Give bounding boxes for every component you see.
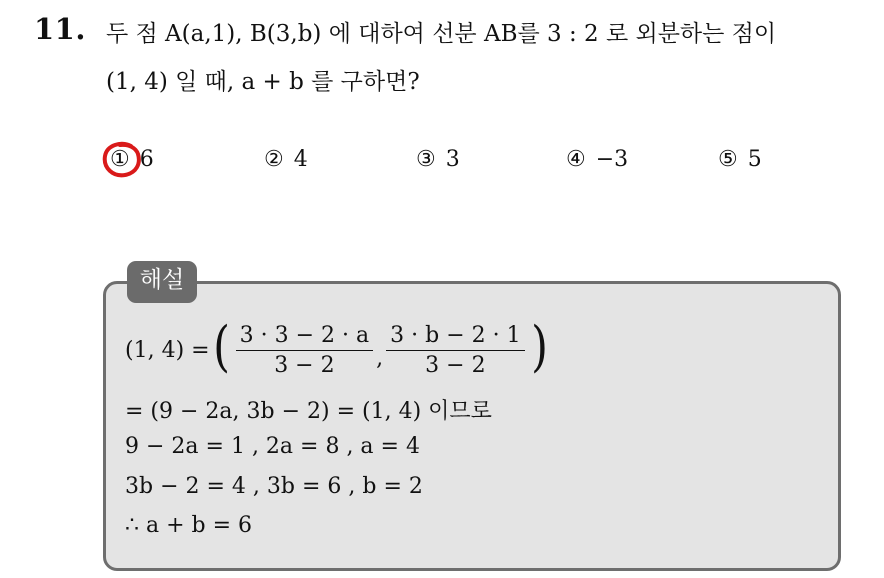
fraction-denominator: 3 − 2 bbox=[425, 352, 486, 378]
fraction-x bbox=[236, 323, 374, 378]
choice-5[interactable] bbox=[718, 147, 762, 172]
right-paren: ) bbox=[530, 315, 548, 378]
choice-1[interactable] bbox=[110, 147, 154, 172]
choice-value: 4 bbox=[293, 147, 308, 172]
solution-line-2: = (9 − 2a, 3b − 2) = (1, 4) 이므로 bbox=[125, 399, 492, 424]
choice-mark: ④ bbox=[566, 147, 586, 172]
fraction-numerator: 3 · b − 2 · 1 bbox=[386, 323, 524, 351]
choice-mark: ② bbox=[264, 147, 284, 172]
choice-value: −3 bbox=[595, 147, 629, 172]
question-number: 11. bbox=[34, 12, 86, 46]
choice-3[interactable] bbox=[416, 147, 460, 172]
choice-mark: ③ bbox=[416, 147, 436, 172]
solution-tab: 해설 bbox=[127, 261, 197, 303]
choice-2[interactable] bbox=[264, 147, 308, 172]
fraction-numerator: 3 · 3 − 2 · a bbox=[236, 323, 374, 351]
solution-line-4: 3b − 2 = 4 , 3b = 6 , b = 2 bbox=[125, 474, 423, 499]
choice-value: 5 bbox=[747, 147, 762, 172]
solution-line-3: 9 − 2a = 1 , 2a = 8 , a = 4 bbox=[125, 434, 420, 459]
solution-equation-1 bbox=[125, 315, 551, 385]
choice-value: 3 bbox=[445, 147, 460, 172]
choice-mark: ① bbox=[110, 147, 130, 172]
fraction-y bbox=[386, 323, 524, 378]
choice-mark: ⑤ bbox=[718, 147, 738, 172]
choice-4[interactable] bbox=[566, 147, 628, 172]
question-text-line-1: 두 점 A(a,1), B(3,b) 에 대하여 선분 AB를 3 : 2 로 외분하는 점이 bbox=[106, 21, 777, 47]
solution-line-5: ∴ a + b = 6 bbox=[125, 513, 253, 538]
fraction-denominator: 3 − 2 bbox=[274, 352, 335, 378]
choice-value: 6 bbox=[139, 147, 154, 172]
question-text-line-2: (1, 4) 일 때, a + b 를 구하면? bbox=[106, 69, 420, 95]
left-paren: ( bbox=[212, 315, 230, 378]
equation-lhs: (1, 4) = bbox=[125, 337, 210, 363]
comma-separator: , bbox=[376, 346, 384, 371]
